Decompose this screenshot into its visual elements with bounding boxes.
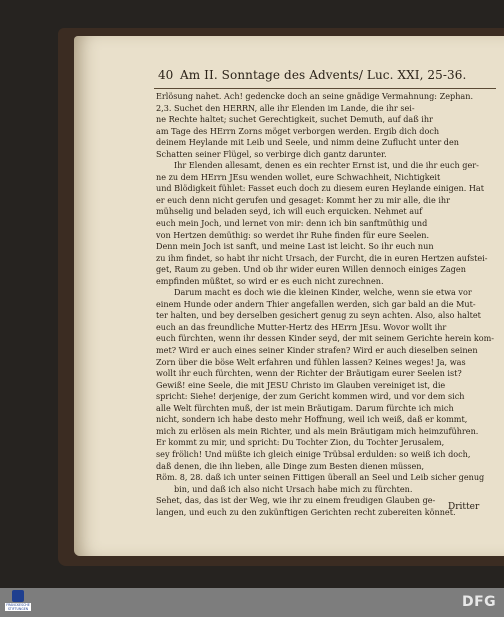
- text-line: Erlösung nahet. Ach! gedencke doch an seine gnädige Vermahnung: Zephan.: [156, 91, 474, 101]
- text-line: Gewiß! eine Seele, die mit JESU Christo im Glauben vereiniget ist, die: [156, 379, 446, 390]
- library-label: FRANCKESCHE STIFTUNGEN: [6, 603, 30, 611]
- text-line: ne zu dem HErrn JEsu wenden wollet, eure Schwachheit, Nichtigkeit: [156, 171, 441, 182]
- text-line: einem Hunde oder andern Thier angefallen werden, sich gar bald an die Mut-: [156, 298, 476, 309]
- library-logo[interactable]: [5, 590, 31, 615]
- text-line: mühselig und beladen seyd, ich will euch erquicken. Nehmet auf: [156, 206, 423, 217]
- text-line: am Tage des HErrn Zorns möget verborgen werden. Ergib dich doch: [156, 125, 440, 136]
- text-line: spricht: Siehe! derjenige, der zum Gericht kommen wird, und vor dem sich: [156, 391, 465, 402]
- text-line: Sehet, das, das ist der Weg, wie ihr zu einem freudigen Glauben ge-: [156, 495, 436, 506]
- text-line: deinem Heylande mit Leib und Seele, und nimm deine Zuflucht unter den: [156, 137, 459, 148]
- text-line: von Hertzen demüthig: so werdet ihr Ruhe finden für eure Seelen.: [156, 229, 430, 240]
- text-line: alle Welt fürchten muß, der ist mein Bräutigam. Darum fürchte ich mich: [156, 402, 454, 413]
- text-line: und Blödigkeit fühlet: Fasset euch doch zu diesem euren Heylande einigen. Hat: [156, 183, 484, 194]
- header-rule: [154, 88, 496, 89]
- text-line: sey frölich! Und müßte ich gleich einige Trübsal erdulden: so weiß ich doch,: [156, 448, 471, 459]
- text-line: langen, und euch zu den zukünftigen Gerichten recht zubereiten könnet.: [156, 506, 456, 517]
- text-line: euch an das freundliche Mutter-Hertz des HErrn JEsu. Wovor wollt ihr: [156, 321, 447, 332]
- text-line: ter halten, und bey derselben gesichert genug zu seyn achten. Also, also haltet: [156, 310, 481, 321]
- text-line: Darum macht es doch wie die kleinen Kinder, welche, wenn sie etwa vor: [174, 287, 472, 298]
- text-line: mich zu erlösen als mein Richter, und als mein Bräutigam mich heimzuführen.: [156, 425, 479, 436]
- text-line: Schatten seiner Flügel, so verbirge dich gantz darunter.: [156, 148, 387, 159]
- text-line: euch fürchten, wenn ihr dessen Kinder seyd, der mit seinem Gerichte herein kom-: [156, 333, 494, 344]
- text-line: 2,3. Suchet den HERRN, alle ihr Elenden im Lande, die ihr sei-: [156, 102, 415, 113]
- page-header: [158, 68, 503, 82]
- text-line: Röm. 8, 28. daß ich unter seinen Fittigen überall an Seel und Leib sicher genug: [156, 472, 485, 483]
- text-line: nicht, sondern ich habe desto mehr Hoffnung, weil ich weiß, daß er kommt,: [156, 414, 468, 425]
- page-number: 40: [158, 68, 174, 82]
- body-text: [156, 91, 494, 518]
- text-line: bin, und daß ich also nicht Ursach habe mich zu fürchten.: [174, 483, 413, 494]
- text-line: er euch denn nicht gerufen und gesaget: Kommt her zu mir alle, die ihr: [156, 194, 450, 205]
- text-line: Zorn über die böse Welt erfahren und fühlen lassen? Keines weges! Ja, was: [156, 356, 466, 367]
- text-line: euch mein Joch, und lernet von mir: denn ich bin sanftmüthig und: [156, 218, 428, 229]
- text-line: met? Wird er auch eines seiner Kinder strafen? Wird er auch dieselben seinen: [156, 345, 478, 356]
- catchword: Dritter: [448, 502, 480, 512]
- library-logo-icon: [12, 590, 24, 602]
- running-title: Am II. Sonntage des Advents/ Luc. XXI, 25-36.: [180, 68, 467, 82]
- text-line: Denn mein Joch ist sanft, und meine Last ist leicht. So ihr euch nun: [156, 241, 434, 252]
- text-line: get, Raum zu geben. Und ob ihr wider euren Willen dennoch einiges Zagen: [156, 264, 466, 275]
- text-line: daß denen, die ihn lieben, alle Dinge zum Besten dienen müssen,: [156, 460, 425, 471]
- text-line: empfinden müßtet, so wird er es euch nicht zurechnen.: [156, 275, 384, 286]
- text-line: zu ihm findet, so habt ihr nicht Ursach, der Furcht, die in euren Hertzen aufstei-: [156, 252, 488, 263]
- text-line: ne Rechte haltet; suchet Gerechtigkeit, suchet Demuth, auf daß ihr: [156, 114, 433, 125]
- viewer-footer-bar: [0, 588, 504, 617]
- text-line: wollt ihr euch fürchten, wenn der Richter der Bräutigam eurer Seelen ist?: [156, 368, 462, 379]
- text-line: Er kommt zu mir, und spricht: Du Tochter Zion, du Tochter Jerusalem,: [156, 437, 445, 448]
- dfg-logo[interactable]: DFG: [462, 594, 497, 610]
- text-line: Ihr Elenden allesamt, denen es ein rechter Ernst ist, und die ihr euch ger-: [174, 160, 479, 171]
